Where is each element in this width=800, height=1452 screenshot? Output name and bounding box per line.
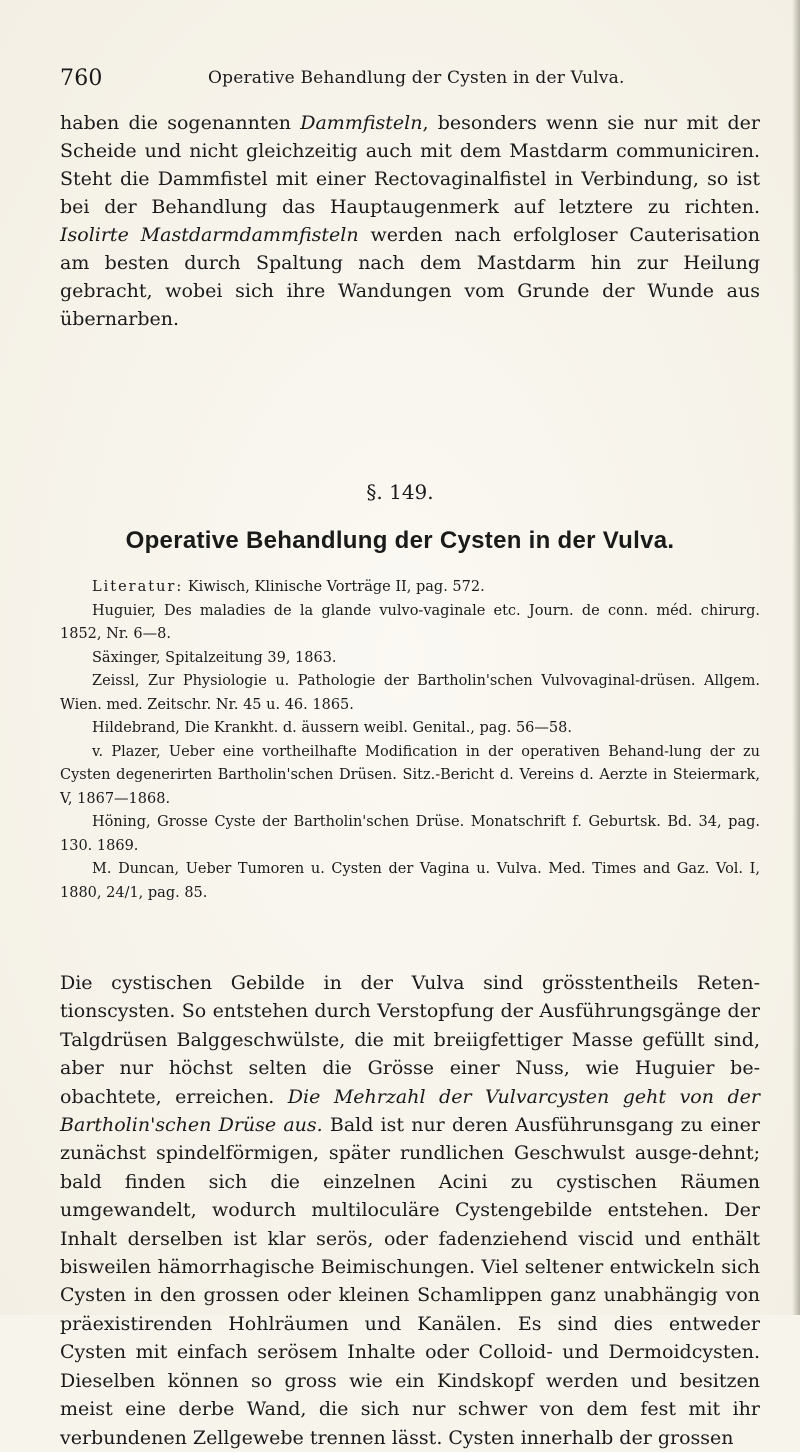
literature-list bbox=[60, 576, 760, 905]
running-title: Operative Behandlung der Cysten in der Vulva. bbox=[208, 68, 625, 88]
intro-text-2: , besonders wenn sie nur mit der Scheide und nicht gleichzeitig auch mit dem Mastdarm communiciren. Steht die Dammfistel mit einer Rectovaginalfistel in Verbindung, so ist bei der Behandlung das Hauptaugenmerk auf letztere zu richten. bbox=[60, 112, 760, 218]
literature-label: Literatur: bbox=[92, 579, 184, 595]
intro-text-3: werden nach erfolgloser Cauterisation am besten durch Spaltung nach dem Mastdarm hin zur Heilung gebracht, wobei sich ihre Wandungen vom Grunde der Wunde aus übernarben. bbox=[60, 224, 761, 330]
literature-entry: M. Duncan, Ueber Tumoren u. Cysten der Vagina u. Vulva. Med. Times and Gaz. Vol. I, 1880, 24/1, pag. 85. bbox=[60, 861, 760, 901]
section-title: Operative Behandlung der Cysten in der Vulva. bbox=[125, 527, 675, 554]
literature-entry: v. Plazer, Ueber eine vortheilhafte Modification in der operativen Behand-lung der zu Cysten degenerirten Bartholin'schen Drüsen. Sitz.-Bericht d. Vereins d. Aerzte in Steiermark, V, 1867—1868. bbox=[60, 743, 760, 807]
page-number: 760 bbox=[60, 66, 103, 91]
literature-entry: Hildebrand, Die Krankht. d. äussern weibl. Genital., pag. 56—58. bbox=[92, 720, 572, 736]
main-text-2: Bald ist nur deren Ausführunsgang zu einer zunächst spindelförmigen, später rundlichen Geschwulst ausge-dehnt; bald finden sich die einzelnen Acini zu cystischen Räumen umgewandelt, wodurch multiloculäre Cystengebilde entstehen. Der Inhalt derselben ist klar serös, oder fadenziehend viscid und enthält bisweilen hämorrhagische Beimischungen. Viel seltener entwickeln sich Cysten in den grossen oder kleinen Schamlippen ganz unabhängig von präexistirenden Hohlräumen und Kanälen. Es sind dies entweder Cysten mit einfach serösem Inhalte oder Colloid- und Dermoidcysten. Dieselben können so gross wie ein Kindskopf werden und besitzen meist eine derbe Wand, die sich nur schwer von dem fest mit ihr verbundenen Zellgewebe trennen lässt. Cysten innerhalb der grossen bbox=[60, 1114, 760, 1449]
literature-entry: Höning, Grosse Cyste der Bartholin'schen Drüse. Monatschrift f. Geburtsk. Bd. 34, pag. 130. 1869. bbox=[60, 814, 760, 854]
main-emphasis: Die Mehrzahl der Vulvarcysten geht von der Bartholin'schen Drüse aus. bbox=[60, 1085, 760, 1137]
intro-emphasis-2: Isolirte Mastdarmdammfisteln bbox=[60, 224, 359, 246]
intro-text-1: haben die sogenannten bbox=[60, 112, 301, 134]
main-paragraph bbox=[60, 969, 760, 1452]
literature-entry: Literatur: Kiwisch, Klinische Vorträge II, pag. 572. bbox=[92, 579, 485, 595]
literature-entry: Huguier, Des maladies de la glande vulvo-vaginale etc. Journ. de conn. méd. chirurg. 1852, Nr. 6—8. bbox=[60, 602, 760, 642]
main-text-1: Die cystischen Gebilde in der Vulva sind grösstentheils Reten-tionscysten. So entstehen durch Verstopfung der Ausführungsgänge der Talgdrüsen Balggeschwülste, die mit breiigfettiger Masse gefüllt sind, aber nur höchst selten die Grösse einer Nuss, wie Huguier be-obachtete, erreichen. bbox=[60, 972, 760, 1108]
intro-emphasis-1: Dammfisteln bbox=[300, 112, 423, 134]
running-header bbox=[60, 66, 740, 90]
page-edge-shadow bbox=[792, 0, 800, 1315]
literature-entry: Zeissl, Zur Physiologie u. Pathologie der Bartholin'schen Vulvovaginal-drüsen. Allgem. Wien. med. Zeitschr. Nr. 45 u. 46. 1865. bbox=[60, 673, 760, 713]
literature-entry: Säxinger, Spitalzeitung 39, 1863. bbox=[92, 649, 337, 666]
section-number: §. 149. bbox=[366, 480, 434, 504]
intro-paragraph bbox=[60, 109, 760, 333]
